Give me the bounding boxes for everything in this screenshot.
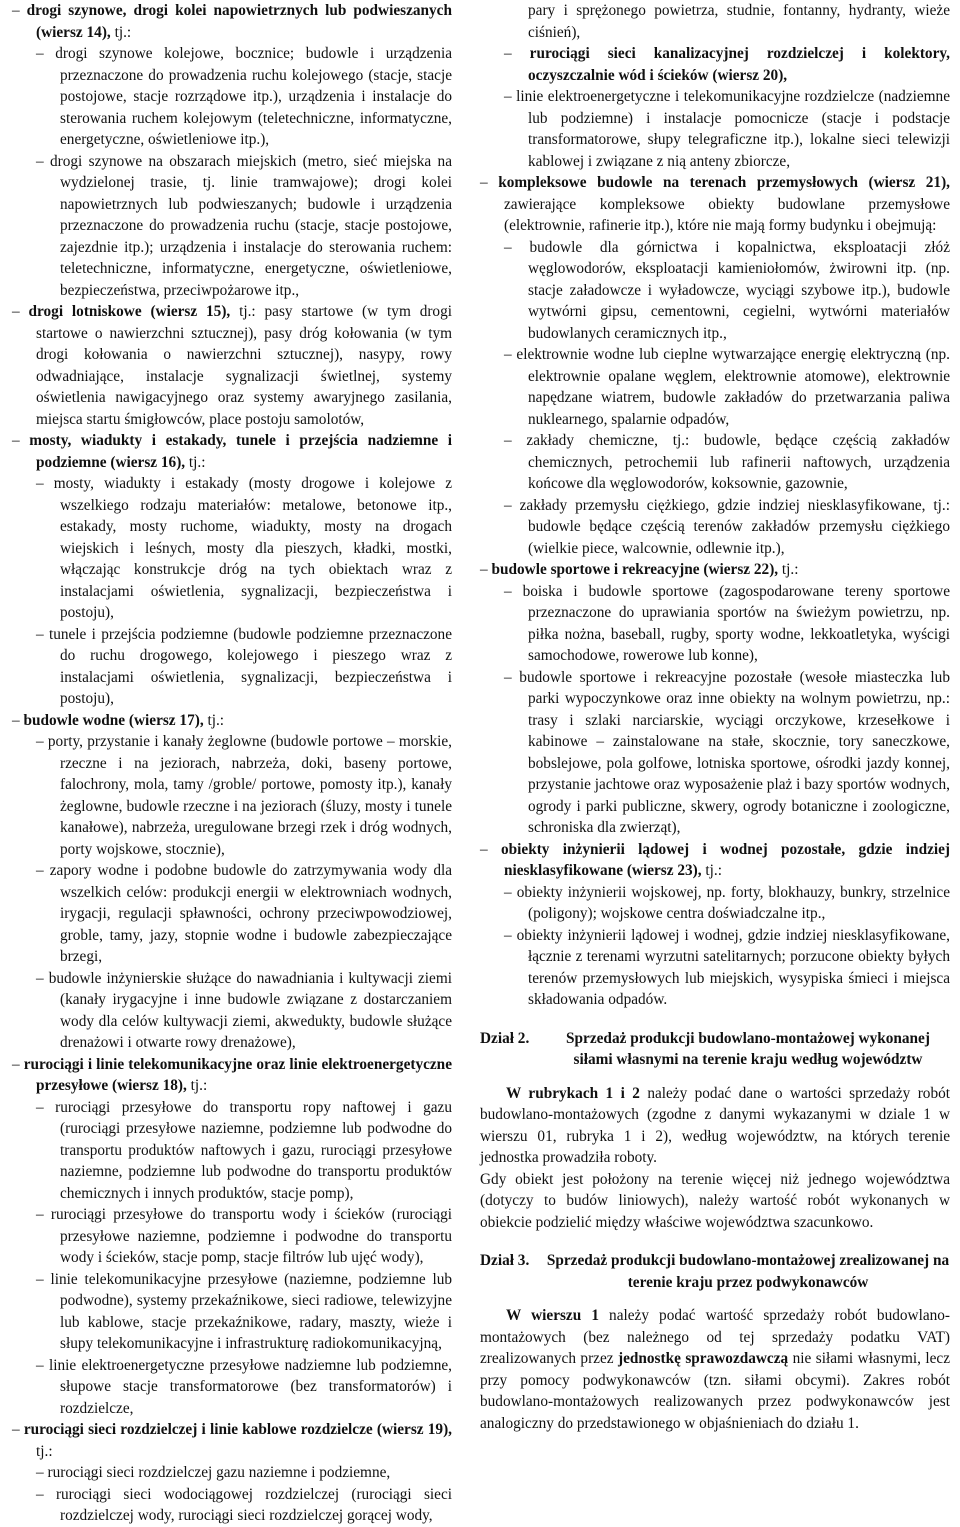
item-text: pary i sprężonego powietrza, studnie, fontanny, hydranty, wieże ciśnień), <box>528 2 950 41</box>
sub-list-item: – obiekty inżynierii lądowej i wodnej, gdzie indziej niesklasyfikowane, łącznie z terenami wyrzutni satelitarnych; porzucone obiekty byłych terenów przemysłowych lub miejskich, wysypiska śmieci i miejsca składowania odpadów. <box>504 926 950 1008</box>
item-heading: drogi lotniskowe (wiersz 15), <box>28 303 231 320</box>
section-3-paragraph-1 <box>480 1305 950 1434</box>
item-text: tj.: <box>110 23 132 41</box>
item-heading: kompleksowe budowle na terenach przemysłowych (wiersz 21), <box>498 174 950 191</box>
item-text: porty, przystanie i kanały żeglowne (budowle portowe – morskie, rzeczne i na jeziorach, nabrzeża, doki, baseny portowe, falochrony, mola, tamy /groble/ portowe, pomosty itp.), kanały żeglowne, budowle rzeczne i na jeziorach (śluzy, mosty i tunele kanałowe), nabrzeża, uregulowane brzegi rzek i dróg wodnych, porty wojskowe, stocznie), <box>47 733 452 858</box>
sub-list-item: – zakłady chemiczne, tj.: budowle, będące częścią zakładów chemicznych, petrochemii lub rafinerii naftowych, urządzenia końcowe dla węglowodorów, koksownie, gazownie, <box>504 432 950 492</box>
right-list <box>480 0 950 1011</box>
sub-list-item: – rurociągi przesyłowe do transportu wody i ścieków (rurociągi przesyłowe naziemne, podziemne i podwodne do transportu wody i ścieków, stacje pomp, stacje filtrów lub ujęć wody), <box>36 1206 452 1266</box>
right-column <box>480 0 950 1434</box>
sub-list-item: – tunele i przejścia podziemne (budowle podziemne przeznaczone do ruchu drogowego, kolejowego i pieszego wraz z instalacjami oświetlenia, sygnalizacji, bezpieczeństwa i postoju), <box>36 625 452 707</box>
item-heading: budowle wodne (wiersz 17), <box>23 711 204 729</box>
item-text: rurociągi przesyłowe do transportu ropy naftowej i gazu (rurociągi przesyłowe naziemne, podziemne lub podwodne do transportu produktów naftowych i gazu, rurociągi przesyłowe naziemne, podziemne lub podwodne do transportu produktów chemicznych i innych produktów, stacje pomp), <box>55 1098 452 1202</box>
item-text: tunele i przejścia podziemne (budowle podziemne przeznaczone do ruchu drogowego, kolejowego i pieszego wraz z instalacjami oświetlenia, sygnalizacji, bezpieczeństwa i postoju), <box>48 625 452 707</box>
sub-list-item: – zapory wodne i podobne budowle do zatrzymywania wody dla wszelkich celów: produkcji energii w elektrowniach wodnych, irygacji, regulacji spławności, ochrony przeciwpowodziowej, groble, tamy, jazy, stopnie wodne i budowle zabezpieczające brzegi, <box>36 862 453 965</box>
item-text: linie telekomunikacyjne przesyłowe (naziemne, podziemne lub podwodne), systemy przekaźnikowe, sieci radiowe, telewizyjne lub kablowe, stacje przekaźnikowe, radary, maszty, wieże i słupy telekomunikacyjne i infrastrukturę radiokomunikacyjną, <box>50 1270 453 1352</box>
item-heading: rurociągi sieci kanalizacyjnej rozdzielczej i kolektory, oczyszczalnie wód i ścieków (wiersz 20), <box>528 45 950 84</box>
item-text: rurociągi przesyłowe do transportu wody i ścieków (rurociągi przesyłowe naziemne, podziemne i podwodne do transportu wody i ścieków, stacje pomp, stacje filtrów lub ujęć wody), <box>50 1206 452 1266</box>
item-text: mosty, wiadukty i estakady (mosty drogowe i kolejowe z wszelkiego rodzaju materiałów: metalowe, betonowe itp., estakady, mosty ruchome, wiadukty, mosty na drogach wiejskich i leśnych, mosty dla pieszych, kładki, mostki, włączając konstrukcje dróg na tych obiektach wraz z instalacjami oświetlenia, sygnalizacji, bezpieczeństwa i postoju), <box>53 475 452 621</box>
item-heading: obiekty inżynierii lądowej i wodnej pozostałe, gdzie indziej niesklasyfikowane (wiersz 23), <box>501 840 950 879</box>
item-text: tj.: <box>778 561 799 578</box>
list-item: – mosty, wiadukty i estakady, tunele i przejścia nadziemne i podziemne (wiersz 16), tj.: <box>12 432 452 471</box>
sub-list-item: – obiekty inżynierii wojskowej, np. forty, blokhauzy, bunkry, strzelnice (poligony); wojskowe centra doświadczalne itp., <box>504 883 950 922</box>
item-heading: mosty, wiadukty i estakady, tunele i przejścia nadziemne i podziemne (wiersz 16), <box>29 432 452 471</box>
item-heading: rurociągi sieci rozdzielczej i linie kablowe rozdzielcze (wiersz 19), <box>23 1421 452 1438</box>
item-text: rurociągi sieci wodociągowej rozdzielczej (rurociągi sieci rozdzielczej wody, rurociągi sieci rozdzielczej gorącej wody, <box>55 1485 452 1524</box>
item-text: obiekty inżynierii wojskowej, np. forty, blokhauzy, bunkry, strzelnice (poligony); wojskowe centra doświadczalne itp., <box>516 883 950 922</box>
list-item: – obiekty inżynierii lądowej i wodnej pozostałe, gdzie indziej niesklasyfikowane (wiersz 23), tj.: <box>480 840 950 879</box>
item-text: tj.: <box>701 862 722 879</box>
sub-list-item: – drogi szynowe kolejowe, bocznice; budowle i urządzenia przeznaczone do prowadzenia ruchu kolejowego (stacje, stacje postojowe, stacje rozrządowe itp.), urządzenia i instalacje do sterowania ruchem kolejowym (teletechniczne, informatyczne, energetyczne, oświetleniowe itp.), <box>36 45 452 148</box>
item-text: zakłady przemysłu ciężkiego, gdzie indziej niesklasyfikowane, tj.: budowle będące częścią terenów zakładów przemysłu ciężkiego (wielkie piece, walcownie, odlewnie itp.), <box>519 496 950 557</box>
item-text: budowle dla górnictwa i kopalnictwa, eksploatacji złóż węglowodorów, eksploatacji kamieniołomów, żwirowni itp. (np. stacje załadowcze i wyładowcze, wyciągi szybowe itp.), budowle wytwórni gipsu, cementowni, cegielni, wytwórni materiałów budowlanych ceramicznych itp., <box>528 238 950 342</box>
sub-list-item <box>480 0 950 43</box>
section-2-number: Dział 2. <box>480 1029 530 1047</box>
sub-list-item: – linie elektroenergetyczne i telekomunikacyjne rozdzielcze (nadziemne lub podziemne) i instalacje pomocnicze (stacje i podstacje transformatorowe, słupy telegraficzne itp.), lokalne sieci telewizji kablowej i związane z nią anteny zbiorcze, <box>504 88 950 170</box>
item-heading: budowle sportowe i rekreacyjne (wiersz 22), <box>491 561 779 578</box>
item-text: zawierające kompleksowe obiekty budowlane przemysłowe (elektrownie, rafinerie itp.), które nie mają formy budynku i obejmują: <box>504 195 950 234</box>
item-text: budowle inżynierskie służące do nawadniania i kultywacji ziemi (kanały irygacyjne i inne budowle związane z dostarczaniem wody dla celów kultywacji ziemi, akwedukty, budowle służące drenażowi i otwarte rowy drenażowe), <box>48 969 452 1051</box>
section-3-p1-lead: W wierszu 1 <box>506 1307 599 1324</box>
item-text: zakłady chemiczne, tj.: budowle, będące częścią zakładów chemicznych, petrochemii lub rafinerii naftowych, urządzenia końcowe dla węglowodorów, koksownie, gazownie, <box>526 432 950 492</box>
item-text: budowle sportowe i rekreacyjne pozostałe (wesołe miasteczka lub parki wypoczynkowe oraz inne obiekty na wolnym powietrzu, np.: trasy i szlaki narciarskie, wyciągi orczykowe, krzesełkowe i kabinowe – zainstalowane na stałe, skocznie, tory saneczkowe, bobslejowe, pola golfowe, lotniska sportowe, ośrodki jazdy konnej, przystanie jachtowe oraz wyposażenie plaż i bazy sportów wodnych, ogrody i parki publiczne, skwery, ogrody botaniczne i zoologiczne, schroniska dla zwierząt), <box>519 668 950 836</box>
section-3-p1-text-b: nie siłami własnymi, lecz przy pomocy podwykonawców (tzn. siłami obcymi). Zakres robót budowlano-montażowych realizowanych przez podwykonawców jest analogiczny do przedstawionego w objaśnieniach do działu 1. <box>480 1350 951 1432</box>
list-item: – rurociągi sieci rozdzielczej i linie kablowe rozdzielcze (wiersz 19), tj.: <box>12 1421 452 1460</box>
sub-list-item: – rurociągi sieci rozdzielczej gazu naziemne i podziemne, <box>36 1464 391 1481</box>
sub-list-item: – budowle dla górnictwa i kopalnictwa, eksploatacji złóż węglowodorów, eksploatacji kamieniołomów, żwirowni itp. (np. stacje załadowcze i wyładowcze, wyciągi szybowe itp.), budowle wytwórni gipsu, cementowni, cegielni, wytwórni materiałów budowlanych ceramicznych itp., <box>504 238 950 342</box>
item-text: linie elektroenergetyczne i telekomunikacyjne rozdzielcze (nadziemne lub podziemne) i instalacje pomocnicze (stacje i podstacje transformatorowe, słupy telegraficzne itp.), lokalne sieci telewizji kablowej i związane z nią anteny zbiorcze, <box>516 88 950 170</box>
list-item: – budowle sportowe i rekreacyjne (wiersz 22), tj.: <box>480 561 799 578</box>
item-text: rurociągi sieci rozdzielczej gazu naziemne i podziemne, <box>47 1464 391 1481</box>
sub-list-item: – boiska i budowle sportowe (zagospodarowane tereny sportowe przeznaczone do uprawiania sportów na świeżym powietrzu, np. piłka nożna, baseball, rugby, sporty wodne, lekkoatletyka, wyścigi samochodowe, rowerowe lub konne), <box>504 582 950 664</box>
sub-list-item: – zakłady przemysłu ciężkiego, gdzie indziej niesklasyfikowane, tj.: budowle będące częścią terenów zakładów przemysłu ciężkiego (wielkie piece, walcownie, odlewnie itp.), <box>504 496 950 557</box>
item-text: tj.: pasy startowe (w tym drogi startowe o nawierzchni sztucznej), pasy dróg kołowania (w tym drogi kołowania o nawierzchni sztucznej), nasypy, rowy odwadniające, instalacje sygnalizacji świetlnej, systemy oświetlenia nawigacyjnego oraz systemy awaryjnego zasilania, miejsca startu śmigłowców, place postoju samolotów, <box>36 303 452 428</box>
section-2 <box>480 1028 950 1234</box>
item-text: tj.: <box>186 1077 208 1094</box>
item-text: drogi szynowe na obszarach miejskich (metro, sieć miejska na wydzielonej trasie, tj. linie tramwajowe); drogi kolei napowietrznych lub podwieszanych; budowle i urządzenia przeznaczone do prowadzenia ruchu (stacje, stacje postojowe, zajezdnie itp.); urządzenia i instalacje do sterowania ruchem: teletechniczne, informatyczne, energetyczne, oświetleniowe, bezpieczeństwa, przeciwpożarowe itp., <box>50 152 452 299</box>
sub-list-item: – budowle sportowe i rekreacyjne pozostałe (wesołe miasteczka lub parki wypoczynkowe oraz inne obiekty na wolnym powietrzu, np.: trasy i szlaki narciarskie, wyciągi orczykowe, krzesełkowe i kabinowe – zainstalowane na stałe, skocznie, tory saneczkowe, bobslejowe, pola golfowe, lotniska sportowe, ośrodki jazdy konnej, przystanie jachtowe oraz wyposażenie plaż i bazy sportów wodnych, ogrody i parki publiczne, skwery, ogrody botaniczne i zoologiczne, schroniska dla zwierząt), <box>504 668 950 836</box>
sub-list-item: – elektrownie wodne lub cieplne wytwarzające energię elektryczną (np. elektrownie opalane węglem, elektrownie atomowe), elektrownie napędzane wiatrem, budowle zakładów do przetwarzania paliwa nuklearnego, spalarnie odpadów, <box>504 346 950 428</box>
item-heading: drogi szynowe, drogi kolei napowietrznych lub podwieszanych (wiersz 14), <box>26 2 452 41</box>
section-2-heading <box>480 1028 950 1071</box>
item-text: elektrownie wodne lub cieplne wytwarzające energię elektryczną (np. elektrownie opalane węglem, elektrownie atomowe), elektrownie napędzane wiatrem, budowle zakładów do przetwarzania paliwa nuklearnego, spalarnie odpadów, <box>516 346 950 428</box>
sub-list-item: – linie elektroenergetyczne przesyłowe nadziemne lub podziemne, słupowe stacje transformatorowe (bez transformatorów) i rozdzielcze, <box>36 1356 452 1417</box>
list-item: – budowle wodne (wiersz 17), tj.: <box>12 711 225 729</box>
item-text: linie elektroenergetyczne przesyłowe nadziemne lub podziemne, słupowe stacje transformatorowe (bez transformatorów) i rozdzielcze, <box>48 1356 452 1417</box>
section-2-p1-text: należy podać dane o wartości sprzedaży robót budowlano-montażowych (zgodne z danymi wykazanymi w dziale 1 w wierszu 01, rubryka 1 i 2), według województw, na których terenie jednostka prowadziła roboty. <box>480 1084 950 1166</box>
section-3-number: Dział 3. <box>480 1252 530 1269</box>
item-text: tj.: <box>185 453 206 471</box>
sub-list-item: – rurociągi przesyłowe do transportu ropy naftowej i gazu (rurociągi przesyłowe naziemne, podziemne lub podwodne do transportu produktów naftowych i gazu, rurociągi przesyłowe naziemne, podziemne lub podwodne do transportu produktów chemicznych i innych produktów, stacje pomp), <box>36 1098 452 1202</box>
item-text: zapory wodne i podobne budowle do zatrzymywania wody dla wszelkich celów: produkcji energii w elektrowniach wodnych, irygacji, regulacji spławności, ochrony przeciwpowodziowej, groble, tamy, jazy, stopnie wodne i budowle zabezpieczające brzegi, <box>49 862 453 965</box>
list-item: – drogi szynowe, drogi kolei napowietrznych lub podwieszanych (wiersz 14), tj.: <box>12 2 452 41</box>
section-2-p1-lead: W rubrykach 1 i 2 <box>506 1084 640 1102</box>
section-3-p1-text-a: należy podać wartość sprzedaży robót budowlano-montażowych (bez należnego od tej sprzedaży podatku VAT) zrealizowanych przez <box>480 1307 950 1367</box>
sub-list-item: – linie telekomunikacyjne przesyłowe (naziemne, podziemne lub podwodne), systemy przekaźnikowe, sieci radiowe, telewizyjne lub kablowe, stacje przekaźnikowe, radary, maszty, wieże i słupy telekomunikacyjne i infrastrukturę radiokomunikacyjną, <box>36 1270 453 1352</box>
section-2-paragraph-2: Gdy obiekt jest położony na terenie więcej niż jednego województwa (dotyczy to budów liniowych), należy wartość robót wykonanych w obiekcie podzielić między właściwe województwa szacunkowo. <box>480 1170 950 1231</box>
sub-list-item: – drogi szynowe na obszarach miejskich (metro, sieć miejska na wydzielonej trasie, tj. linie tramwajowe); drogi kolei napowietrznych lub podwieszanych; budowle i urządzenia przeznaczone do prowadzenia ruchu (stacje, stacje postojowe, zajezdnie itp.); urządzenia i instalacje do sterowania ruchem: teletechniczne, informatyczne, energetyczne, oświetleniowe, bezpieczeństwa, przeciwpożarowe itp., <box>36 152 452 299</box>
item-text: drogi szynowe kolejowe, bocznice; budowle i urządzenia przeznaczone do prowadzenia ruchu kolejowego (stacje, stacje postojowe, stacje rozrządowe itp.), urządzenia i instalacje do sterowania ruchem kolejowym (teletechniczne, informatyczne, energetyczne, oświetleniowe itp.), <box>55 45 452 148</box>
item-heading: rurociągi i linie telekomunikacyjne oraz linie elektroenergetyczne przesyłowe (wiersz 18), <box>23 1055 452 1094</box>
sub-list-item: – rurociągi sieci kanalizacyjnej rozdzielczej i kolektory, oczyszczalnie wód i ścieków (wiersz 20), <box>504 45 950 84</box>
section-3-title: Sprzedaż produkcji budowlano-montażowej zrealizowanej na terenie kraju przez podwykonawców <box>546 1252 950 1291</box>
section-3 <box>480 1250 950 1434</box>
sub-list-item: – budowle inżynierskie służące do nawadniania i kultywacji ziemi (kanały irygacyjne i inne budowle związane z dostarczaniem wody dla celów kultywacji ziemi, akwedukty, budowle służące drenażowi i otwarte rowy drenażowe), <box>36 969 452 1051</box>
list-item: – rurociągi i linie telekomunikacyjne oraz linie elektroenergetyczne przesyłowe (wiersz 18), tj.: <box>12 1055 452 1094</box>
sub-list-item: – rurociągi sieci wodociągowej rozdzielczej (rurociągi sieci rozdzielczej wody, rurociągi sieci rozdzielczej gorącej wody, <box>36 1485 452 1524</box>
item-text: obiekty inżynierii lądowej i wodnej, gdzie indziej niesklasyfikowane, łącznie z terenami wyrzutni satelitarnych; porzucone obiekty byłych terenów przemysłowych lub miejskich, wysypiska śmieci i miejsca składowania odpadów. <box>516 926 950 1008</box>
section-2-paragraph-1 <box>480 1083 950 1169</box>
section-2-title: Sprzedaż produkcji budowlano-montażowej wykonanej siłami własnymi na terenie kraju według województw <box>566 1029 930 1068</box>
section-3-heading <box>480 1250 950 1293</box>
list-item: – kompleksowe budowle na terenach przemysłowych (wiersz 21), zawierające kompleksowe obiekty budowlane przemysłowe (elektrownie, rafinerie itp.), które nie mają formy budynku i obejmują: <box>480 174 950 234</box>
item-text: boiska i budowle sportowe (zagospodarowane tereny sportowe przeznaczone do uprawiania sportów na świeżym powietrzu, np. piłka nożna, baseball, rugby, sporty wodne, lekkoatletyka, wyścigi samochodowe, rowerowe lub konne), <box>522 582 950 664</box>
left-column <box>12 0 452 1527</box>
section-3-p1-emphasis: jednostkę sprawozdawczą <box>618 1350 789 1367</box>
item-text: tj.: <box>36 1442 53 1460</box>
sub-list-item: – porty, przystanie i kanały żeglowne (budowle portowe – morskie, rzeczne i na jeziorach, nabrzeża, doki, baseny portowe, falochrony, mola, tamy /groble/ portowe, pomosty itp.), kanały żeglowne, budowle rzeczne i na jeziorach (śluzy, mosty i tunele kanałowe), nabrzeża, uregulowane brzegi rzek i dróg wodnych, porty wojskowe, stocznie), <box>36 733 452 858</box>
list-item: – drogi lotniskowe (wiersz 15), tj.: pasy startowe (w tym drogi startowe o nawierzchni sztucznej), pasy dróg kołowania (w tym drogi kołowania o nawierzchni sztucznej), nasypy, rowy odwadniające, instalacje sygnalizacji świetlnej, systemy oświetlenia nawigacyjnego oraz systemy awaryjnego zasilania, miejsca startu śmigłowców, place postoju samolotów, <box>12 303 452 428</box>
item-text: tj.: <box>203 711 225 729</box>
sub-list-item: – mosty, wiadukty i estakady (mosty drogowe i kolejowe z wszelkiego rodzaju materiałów: metalowe, betonowe itp., estakady, mosty ruchome, wiadukty, mosty na drogach wiejskich i leśnych, mosty dla pieszych, kładki, mostki, włączając konstrukcje dróg na tych obiektach wraz z instalacjami oświetlenia, sygnalizacji, bezpieczeństwa i postoju), <box>36 475 452 621</box>
